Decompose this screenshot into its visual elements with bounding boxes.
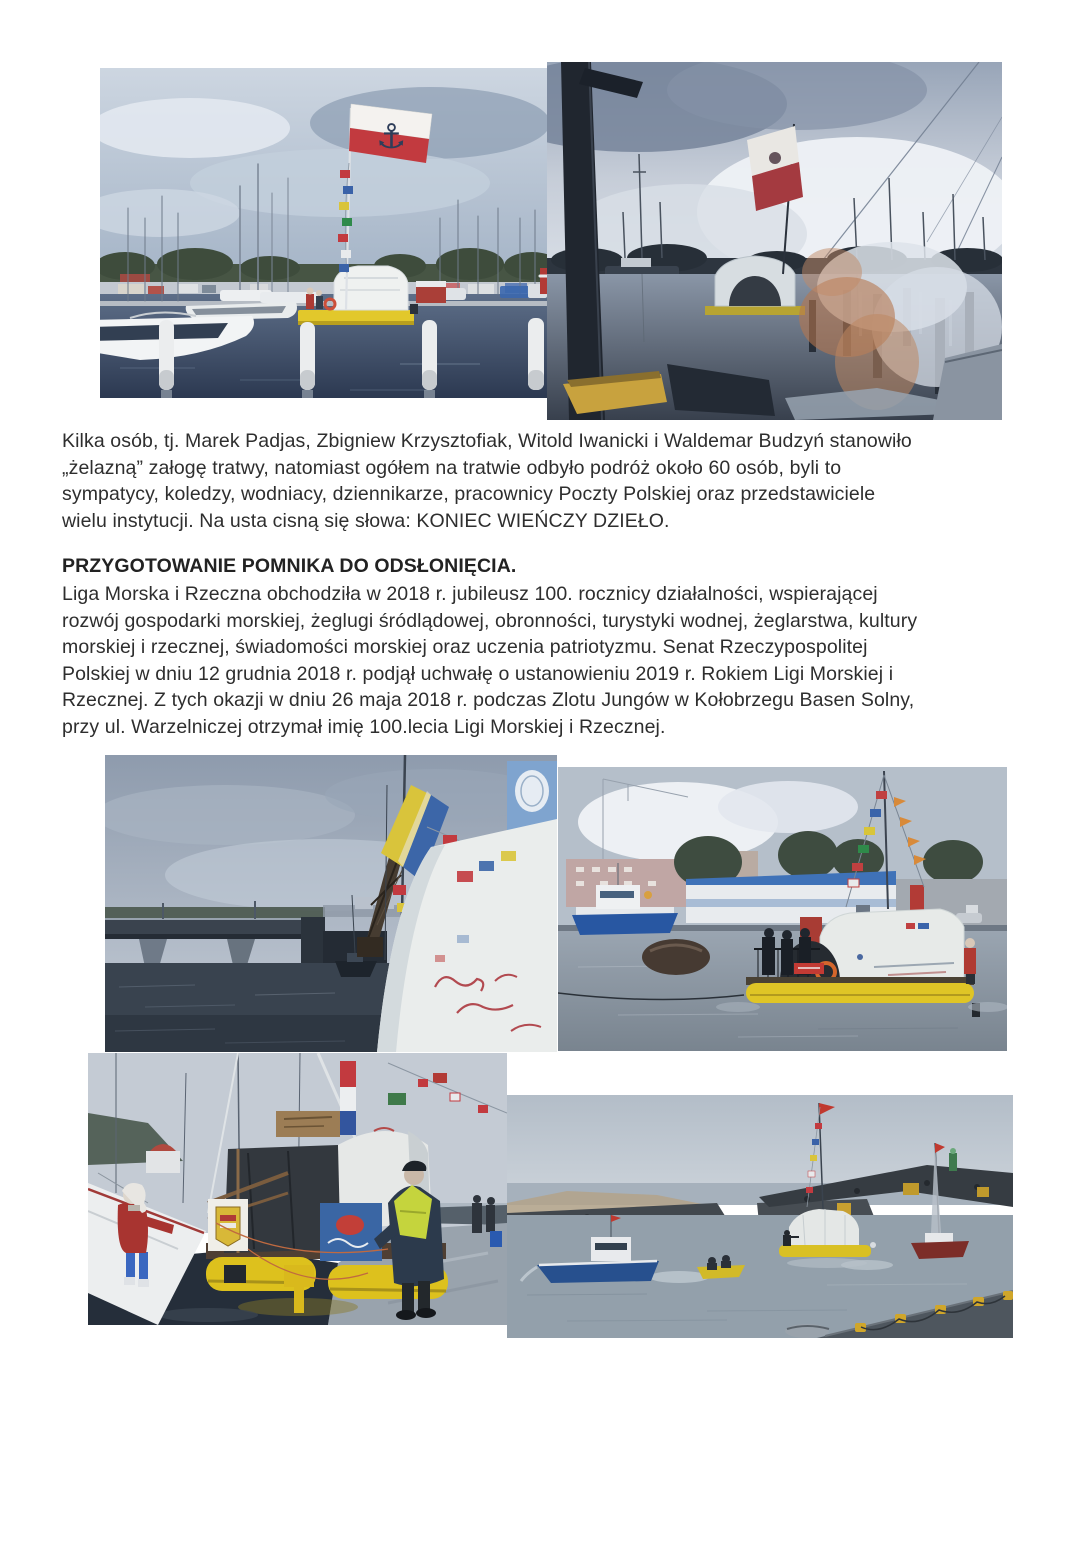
photo-drawbridge-canopy: [105, 755, 557, 1052]
section-heading: PRZYGOTOWANIE POMNIKA DO ODSŁONIĘCIA.: [62, 555, 517, 577]
photo-raft-under-way-svg: [558, 767, 1007, 1051]
photo-harbor-dusk-flare-svg: [547, 62, 1002, 420]
paragraph-1: [62, 428, 1047, 534]
paragraph-line: Polskiej w dniu 12 grudnia 2018 r. podjął uchwałę o ustanowieniu 2019 r. Rokiem Ligi Morskiej i: [62, 662, 894, 685]
photo-marina-kotwica-flag-svg: [100, 68, 547, 398]
paragraph-line: Kilka osób, tj. Marek Padjas, Zbigniew Krzysztofiak, Witold Iwanicki i Waldemar Budzyń stanowiło: [62, 430, 912, 452]
photo-harbor-entrance-flotilla-svg: [507, 1095, 1013, 1338]
photo-raft-under-way: [558, 767, 1007, 1051]
photo-harbor-dusk-flare: [547, 62, 1002, 420]
sailboat-cabin: [621, 258, 651, 267]
paragraph-line: Liga Morska i Rzeczna obchodziła w 2018 r. jubileusz 100. rocznicy działalności, wspierającej: [62, 583, 878, 605]
paragraph-line: wielu instytucji. Na usta cisną się słowa: KONIEC WIEŃCZY DZIEŁO.: [62, 509, 670, 532]
paragraph-2: [62, 581, 1047, 740]
photo-harbor-entrance-flotilla: [507, 1095, 1013, 1338]
photo-raft-moored-dock-svg: [88, 1053, 507, 1325]
paragraph-line: rozwój gospodarki morskiej, żeglugi śródlądowej, obronności, turystyki wodnej, żeglarstwa, kultury: [62, 609, 918, 632]
paragraph-line: sympatycy, koledzy, wodniacy, dziennikarze, pracownicy Poczty Polskiej oraz przedstawiciele: [62, 483, 876, 505]
section-heading-block: [62, 553, 1047, 580]
photo-raft-moored-dock: [88, 1053, 507, 1325]
paragraph-line: Rzecznej. Z tych okazji w dniu 26 maja 2018 r. podczas Zlotu Jungów w Kołobrzegu Basen Solny,: [62, 689, 915, 711]
photo-drawbridge-canopy-svg: [105, 755, 557, 1052]
paragraph-line: przy ul. Warzelniczej otrzymał imię 100.lecia Ligi Morskiej i Rzecznej.: [62, 715, 666, 738]
photo-marina-kotwica-flag: [100, 68, 547, 398]
svg-text:⚓: ⚓: [376, 117, 407, 157]
paragraph-line: morskiej i rzecznej, świadomości morskiej oraz uczenia patriotyzmu. Senat Rzeczypospolitej: [62, 636, 868, 658]
paragraph-line: „żelazną” załogę tratwy, natomiast ogółem na tratwie odbyło podróż około 60 osób, byli to: [62, 456, 842, 479]
